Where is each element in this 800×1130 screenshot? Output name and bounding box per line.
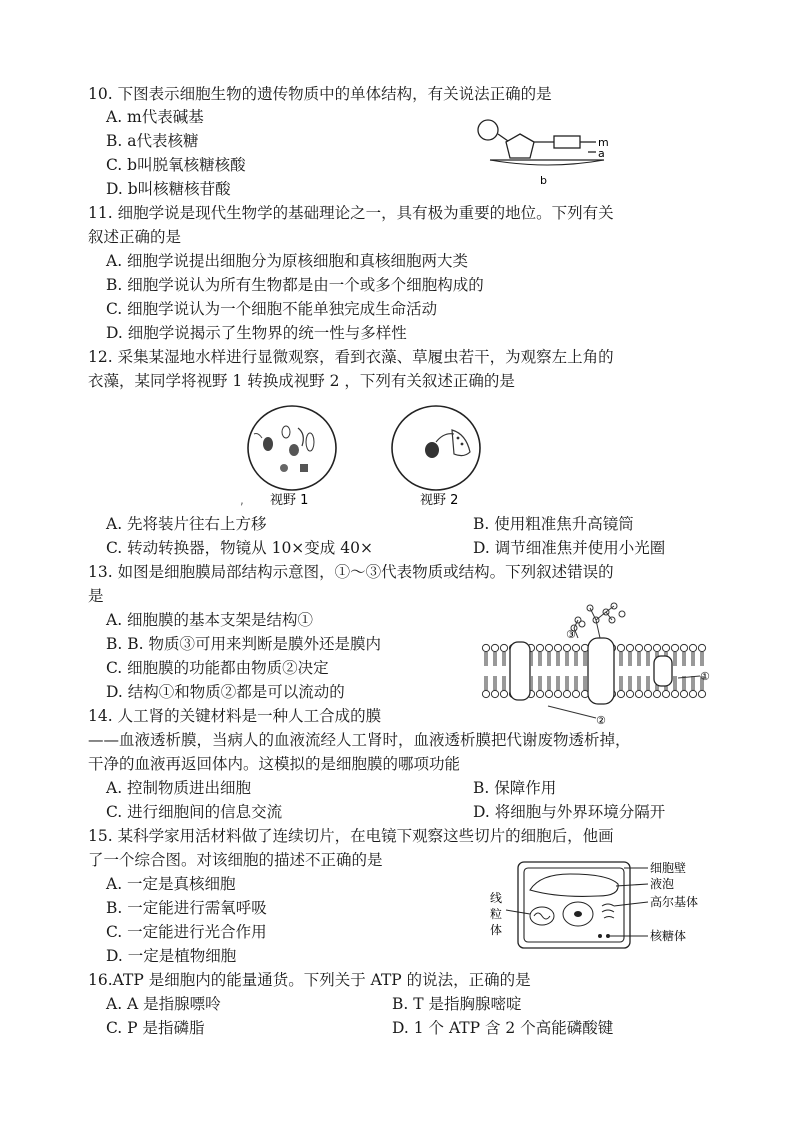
q10-option-a: A. m代表碱基 bbox=[106, 108, 204, 126]
q15-option-a: A. 一定是真核细胞 bbox=[106, 875, 236, 893]
label-golgi: 高尔基体 bbox=[650, 895, 699, 909]
q11-option-c: C. 细胞学说认为一个细胞不能单独完成生命活动 bbox=[106, 300, 438, 318]
q11-option-b: B. 细胞学说认为所有生物都是由一个或多个细胞构成的 bbox=[106, 276, 484, 294]
q15-stem-line1: 15. 某科学家用活材料做了连续切片，在电镜下观察这些切片的细胞后，他画 bbox=[88, 827, 614, 845]
q14-stem-line2: ——血液透析膜，当病人的血液流经人工肾时，血液透析膜把代谢废物透析掉， bbox=[88, 731, 631, 749]
q12-option-b: B. 使用粗准焦升高镜筒 bbox=[473, 515, 634, 533]
q11-option-d: D. 细胞学说揭示了生物界的统一性与多样性 bbox=[106, 324, 407, 342]
q12-option-d: D. 调节细准焦并使用小光圈 bbox=[473, 539, 666, 557]
q13-stem-line1: 13. 如图是细胞膜局部结构示意图，①～③代表物质或结构。下列叙述错误的 bbox=[88, 563, 614, 581]
q14-option-d: D. 将细胞与外界环境分隔开 bbox=[473, 803, 666, 821]
label-2: ② bbox=[596, 714, 606, 727]
q14-stem-line1: 14. 人工肾的关键材料是一种人工合成的膜 bbox=[88, 707, 382, 725]
q14-stem-line3: 干净的血液再返回体内。这模拟的是细胞膜的哪项功能 bbox=[88, 755, 461, 773]
q10-stem: 10. 下图表示细胞生物的遗传物质中的单体结构，有关说法正确的是 bbox=[88, 85, 552, 103]
q11-stem-line2: 叙述正确的是 bbox=[88, 228, 182, 246]
label-mito-1: 线 bbox=[490, 891, 503, 905]
nucleotide-diagram bbox=[470, 114, 630, 190]
q15-option-b: B. 一定能进行需氧呼吸 bbox=[106, 899, 267, 917]
q14-option-b: B. 保障作用 bbox=[473, 779, 557, 797]
q16-option-b: B. T 是指胸腺嘧啶 bbox=[392, 995, 522, 1013]
q16-option-d: D. 1 个 ATP 含 2 个高能磷酸键 bbox=[392, 1019, 614, 1037]
q10-option-c: C. b叫脱氧核糖核酸 bbox=[106, 156, 246, 174]
q16-option-a: A. A 是指腺嘌呤 bbox=[106, 995, 221, 1013]
label-m: m bbox=[598, 136, 609, 149]
q15-option-c: C. 一定能进行光合作用 bbox=[106, 923, 267, 941]
label-mito-3: 体 bbox=[490, 923, 503, 937]
q13-option-b: B. B. 物质③可用来判断是膜外还是膜内 bbox=[106, 635, 381, 653]
q12-stem-line2: 衣藻，某同学将视野 1 转换成视野 2 ，下列有关叙述正确的是 bbox=[88, 372, 515, 390]
q13-option-d: D. 结构①和物质②都是可以流动的 bbox=[106, 683, 345, 701]
label-mito-2: 粒 bbox=[490, 907, 503, 921]
label-a: a bbox=[598, 147, 605, 160]
q12-stem-line1: 12. 采集某湿地水样进行显微观察，看到衣藻、草履虫若干，为观察左上角的 bbox=[88, 348, 614, 366]
q15-option-d: D. 一定是植物细胞 bbox=[106, 947, 237, 965]
svg-text:,: , bbox=[240, 493, 244, 507]
q10-option-b: B. a代表核糖 bbox=[106, 132, 199, 150]
q13-option-c: C. 细胞膜的功能都由物质②决定 bbox=[106, 659, 329, 677]
q14-option-a: A. 控制物质进出细胞 bbox=[106, 779, 252, 797]
q13-option-a: A. 细胞膜的基本支架是结构① bbox=[106, 611, 314, 629]
q11-stem-line1: 11. 细胞学说是现代生物学的基础理论之一，具有极为重要的地位。下列有关 bbox=[88, 204, 614, 222]
label-ribosome: 核糖体 bbox=[650, 929, 687, 943]
q14-option-c: C. 进行细胞间的信息交流 bbox=[106, 803, 283, 821]
view2-label: 视野 2 bbox=[420, 493, 459, 508]
q16-option-c: C. P 是指磷脂 bbox=[106, 1019, 205, 1037]
label-vacuole: 液泡 bbox=[650, 877, 675, 891]
plant-cell-diagram bbox=[486, 856, 708, 956]
q11-option-a: A. 细胞学说提出细胞分为原核细胞和真核细胞两大类 bbox=[106, 252, 469, 270]
microscope-views-figure bbox=[236, 404, 506, 508]
label-1: ① bbox=[700, 670, 710, 683]
q13-stem-line2: 是 bbox=[88, 587, 104, 605]
q12-option-c: C. 转动转换器，物镜从 10×变成 40× bbox=[106, 539, 373, 557]
view1-label: 视野 1 bbox=[270, 493, 309, 508]
q12-option-a: A. 先将装片往右上方移 bbox=[106, 515, 267, 533]
label-3: ③ bbox=[566, 628, 576, 641]
cell-membrane-diagram bbox=[478, 598, 718, 728]
q16-stem: 16.ATP 是细胞内的能量通货。下列关于 ATP 的说法，正确的是 bbox=[88, 971, 531, 989]
q15-stem-line2: 了一个综合图。对该细胞的描述不正确的是 bbox=[88, 851, 383, 869]
label-cell-wall: 细胞壁 bbox=[650, 861, 687, 875]
label-b: b bbox=[540, 174, 547, 187]
q10-option-d: D. b叫核糖核苷酸 bbox=[106, 180, 231, 198]
